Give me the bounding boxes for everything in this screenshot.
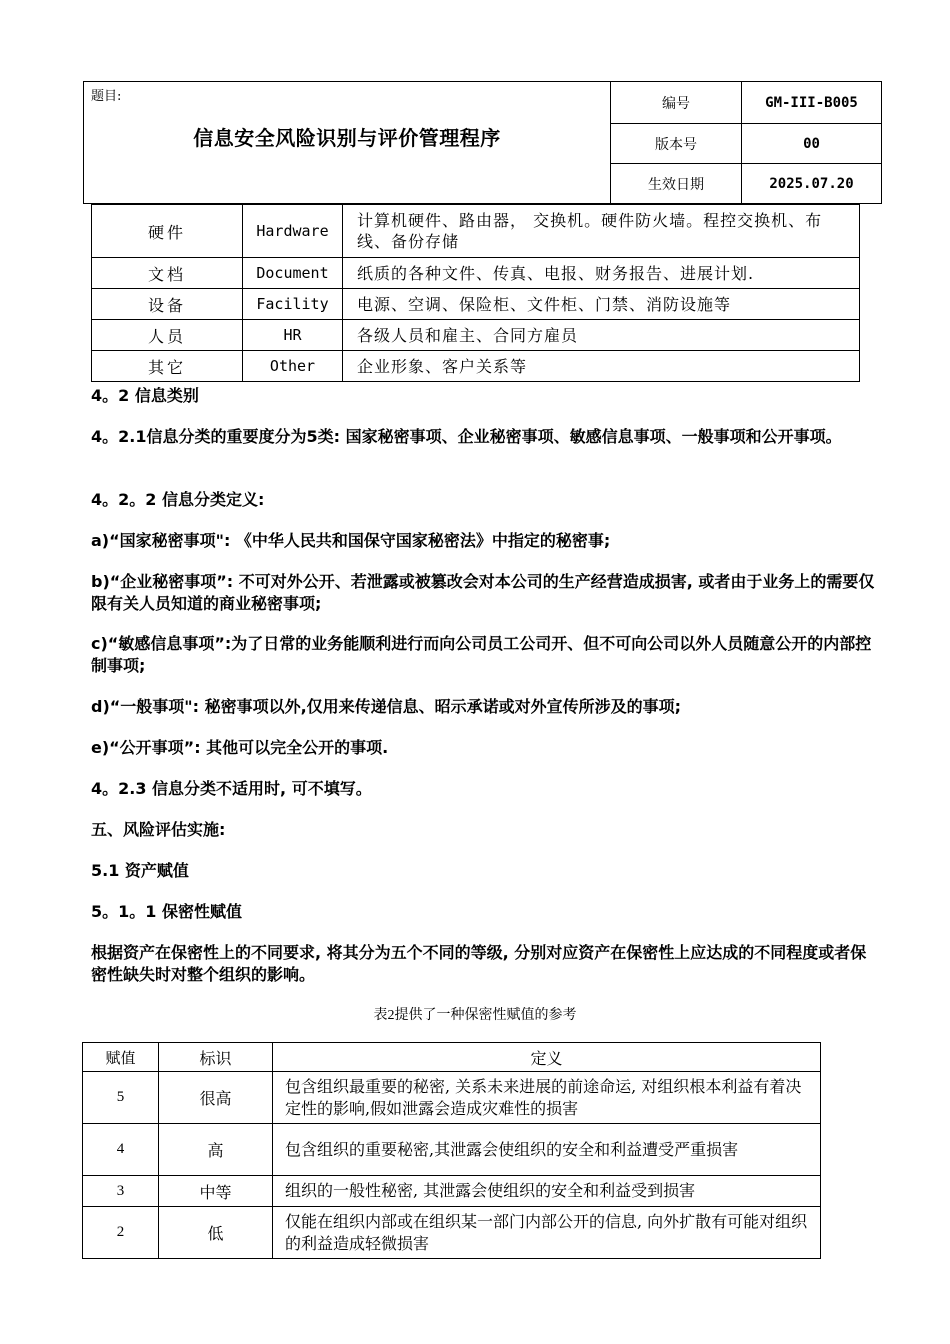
paragraph-4-2-1: 4。2.1信息分类的重要度分为5类: 国家秘密事项、企业秘密事项、敏感信息事项、一般事项和公开事项。 xyxy=(91,427,842,446)
conf-definition: 仅能在组织内部或在组织某一部门内部公开的信息, 向外扩散有可能对组织的利益造成轻微损害 xyxy=(273,1207,821,1259)
table-row xyxy=(92,351,860,382)
document-header xyxy=(83,81,882,204)
table-row xyxy=(83,1072,821,1124)
conf-definition: 组织的一般性秘密, 其泄露会使组织的安全和利益受到损害 xyxy=(273,1176,821,1207)
definition-a: a)“国家秘密事项": 《中华人民共和国保守国家秘密法》中指定的秘密事; xyxy=(91,531,611,550)
paragraph-confidentiality-intro: 根据资产在保密性上的不同要求, 将其分为五个不同的等级, 分别对应资产在保密性上应达成的不同程度或者保密性缺失时对整个组织的影响。 xyxy=(91,943,867,984)
conf-value: 3 xyxy=(83,1176,159,1207)
asset-name: 硬件 xyxy=(92,205,243,258)
asset-name: 其它 xyxy=(92,351,243,382)
table-row xyxy=(83,1124,821,1176)
conf-label: 很高 xyxy=(159,1072,273,1124)
column-header-value: 赋值 xyxy=(83,1043,159,1072)
doc-number-value: GM-III-B005 xyxy=(742,82,882,124)
confidentiality-table xyxy=(82,1042,821,1259)
section-heading-4-2: 4。2 信息类别 xyxy=(91,386,199,405)
asset-category-table xyxy=(91,204,860,382)
conf-definition: 包含组织的重要秘密,其泄露会使组织的安全和利益遭受严重损害 xyxy=(273,1124,821,1176)
conf-label: 高 xyxy=(159,1124,273,1176)
asset-english: Facility xyxy=(243,289,343,320)
table-header-row xyxy=(83,1043,821,1072)
asset-description: 电源、空调、保险柜、文件柜、门禁、消防设施等 xyxy=(343,289,860,320)
table-row xyxy=(92,289,860,320)
conf-label: 低 xyxy=(159,1207,273,1259)
asset-english: HR xyxy=(243,320,343,351)
table-row xyxy=(92,258,860,289)
table-row xyxy=(92,320,860,351)
table-row xyxy=(92,205,860,258)
definition-c: c)“敏感信息事项”:为了日常的业务能顺利进行而向公司员工公司开、但不可向公司以外人员随意公开的内部控制事项; xyxy=(91,634,872,675)
table-caption: 表2提供了一种保密性赋值的参考 xyxy=(373,1008,577,1023)
asset-name: 文档 xyxy=(92,258,243,289)
asset-name: 人员 xyxy=(92,320,243,351)
conf-label: 中等 xyxy=(159,1176,273,1207)
definition-e: e)“公开事项”: 其他可以完全公开的事项. xyxy=(91,738,389,757)
asset-name: 设备 xyxy=(92,289,243,320)
asset-english: Other xyxy=(243,351,343,382)
asset-english: Hardware xyxy=(243,205,343,258)
table-row xyxy=(83,1176,821,1207)
document-title: 信息安全风险识别与评价管理程序 xyxy=(193,126,501,150)
definition-b: b)“企业秘密事项”: 不可对外公开、若泄露或被篡改会对本公司的生产经营造成损害, 或者由于业务上的需要仅限有关人员知道的商业秘密事项; xyxy=(91,572,875,613)
asset-description: 企业形象、客户关系等 xyxy=(343,351,860,382)
conf-definition: 包含组织最重要的秘密, 关系未来进展的前途命运, 对组织根本利益有着决定性的影响,假如泄露会造成灾难性的损害 xyxy=(273,1072,821,1124)
version-label: 版本号 xyxy=(611,124,742,164)
table-row xyxy=(83,1207,821,1259)
effective-date-label: 生效日期 xyxy=(611,164,742,204)
header-title-cell xyxy=(84,82,611,204)
column-header-definition: 定义 xyxy=(273,1043,821,1072)
paragraph-4-2-3: 4。2.3 信息分类不适用时, 可不填写。 xyxy=(91,779,372,798)
definition-d: d)“一般事项": 秘密事项以外,仅用来传递信息、昭示承诺或对外宣传所涉及的事项; xyxy=(91,697,682,716)
asset-english: Document xyxy=(243,258,343,289)
section-heading-5: 五、风险评估实施: xyxy=(91,820,226,839)
effective-date-value: 2025.07.20 xyxy=(742,164,882,204)
conf-value: 4 xyxy=(83,1124,159,1176)
conf-value: 2 xyxy=(83,1207,159,1259)
paragraph-4-2-2: 4。2。2 信息分类定义: xyxy=(91,490,265,509)
version-value: 00 xyxy=(742,124,882,164)
section-heading-5-1: 5.1 资产赋值 xyxy=(91,861,189,880)
column-header-label: 标识 xyxy=(159,1043,273,1072)
asset-description: 纸质的各种文件、传真、电报、财务报告、进展计划. xyxy=(343,258,860,289)
doc-number-label: 编号 xyxy=(611,82,742,124)
header-label: 题目: xyxy=(91,89,122,104)
conf-value: 5 xyxy=(83,1072,159,1124)
asset-description: 各级人员和雇主、合同方雇员 xyxy=(343,320,860,351)
asset-description: 计算机硬件、路由器， 交换机。硬件防火墙。程控交换机、布线、备份存储 xyxy=(343,205,860,258)
section-heading-5-1-1: 5。1。1 保密性赋值 xyxy=(91,902,242,921)
